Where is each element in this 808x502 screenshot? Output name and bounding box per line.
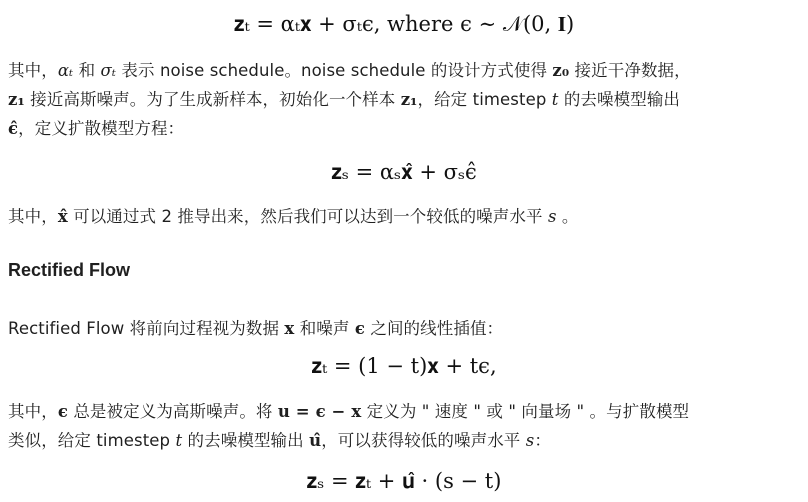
text: 定义为 " 速度 " 或 " 向量场 " 。与扩散模型 — [361, 402, 690, 421]
text: 。 — [556, 207, 579, 226]
math-s: s — [525, 431, 535, 450]
paragraph-line — [8, 397, 689, 426]
equation-diffusion-step: 𝐳ₛ = αₛ𝐱̂ + σₛϵ̂ — [331, 160, 477, 184]
math-x-hat: 𝐱̂ — [57, 207, 68, 226]
text: 类似，给定 timestep — [8, 431, 176, 450]
equation-rectified-step: 𝐳ₛ = 𝐳ₜ + 𝐮̂ · (s − t) — [306, 469, 502, 493]
text: ，给定 timestep — [417, 90, 552, 109]
text: 其中， — [8, 402, 58, 421]
paragraph-line — [8, 426, 689, 455]
paragraph-noise-schedule — [8, 56, 691, 143]
math-x: 𝐱 — [284, 319, 295, 338]
math-z1: 𝐳₁ — [8, 90, 25, 109]
paragraph-rectified-flow — [8, 314, 503, 343]
math-s: s — [547, 207, 557, 226]
section-heading: Rectified Flow — [8, 260, 131, 280]
paragraph-line — [8, 114, 691, 143]
text: 接近高斯噪声。为了生成新样本，初始化一个样本 — [24, 90, 401, 109]
text: 其中， — [8, 61, 58, 80]
text: 总是被定义为高斯噪声。将 — [67, 402, 278, 421]
text: 的去噪模型输出 — [182, 431, 310, 450]
paragraph-xhat — [8, 202, 578, 231]
text: 和噪声 — [294, 319, 355, 338]
text: ，定义扩散模型方程： — [18, 119, 185, 138]
math-t: t — [551, 90, 559, 109]
text: 其中， — [8, 207, 58, 226]
equation-forward-process: 𝐳ₜ = αₜ𝐱 + σₜϵ, where ϵ ∼ 𝒩(0, 𝐈) — [233, 12, 575, 36]
paragraph-line — [8, 85, 691, 114]
math-eps-hat: ϵ̂ — [8, 119, 19, 138]
paragraph-velocity — [8, 397, 689, 455]
text: ： — [534, 431, 551, 450]
paragraph-line — [8, 56, 691, 85]
math-eps: ϵ — [57, 402, 68, 421]
math-u-hat: 𝐮̂ — [309, 431, 322, 450]
math-sigma-t: σₜ — [100, 61, 117, 80]
text: ，可以获得较低的噪声水平 — [321, 431, 526, 450]
math-alpha-t: αₜ — [57, 61, 74, 80]
math-u-definition: 𝐮 = ϵ − 𝐱 — [277, 402, 362, 421]
text: 的去噪模型输出 — [558, 90, 681, 109]
text: 可以通过式 2 推导出来，然后我们可以达到一个较低的噪声水平 — [67, 207, 548, 226]
text: 表示 noise schedule。noise schedule 的设计方式使得 — [116, 61, 553, 80]
equation-linear-interpolation: 𝐳ₜ = (1 − t)𝐱 + tϵ, — [311, 354, 497, 378]
math-t: t — [175, 431, 183, 450]
math-z0: 𝐳₀ — [552, 61, 570, 80]
text: 之间的线性插值： — [365, 319, 504, 338]
math-eps: ϵ — [354, 319, 366, 338]
math-z1: 𝐳₁ — [400, 90, 418, 109]
text: 和 — [73, 61, 101, 80]
text: 接近干净数据， — [569, 61, 691, 80]
text: Rectified Flow 将前向过程视为数据 — [8, 319, 285, 338]
